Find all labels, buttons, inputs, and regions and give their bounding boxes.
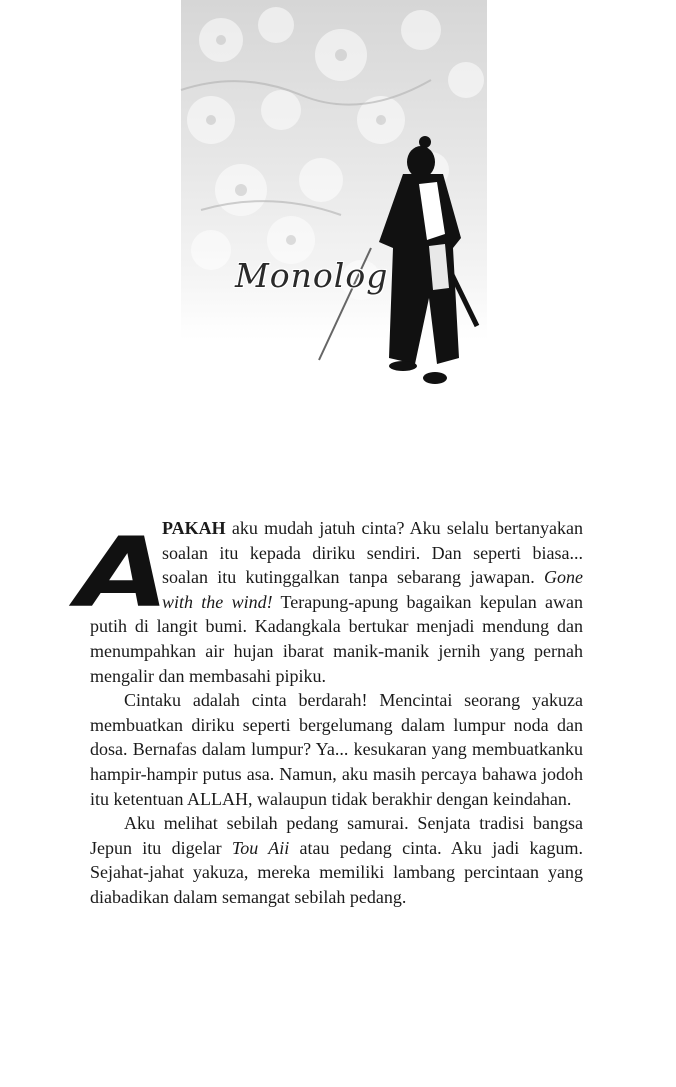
paragraph-2-text: Cintaku adalah cinta berdarah! Mencintai seorang yakuza membuatkan diriku seperti bergelumang dalam lumpur noda dan dosa. Bernafas dalam lumpur? Ya... kesukaran yang membuatkanku hampir-hampir putus asa. Namun, aku masih percaya bahawa jodoh itu ketentuan ALLAH, walaupun tidak berakhir dengan keindahan. bbox=[90, 690, 583, 809]
paragraph-1-text-b: Terapung-apung bagaikan kepulan awan putih di langit bumi. Kadangkala bertukar menjadi mendung dan menumpahkan air hujan ibarat manik-manik jernih yang pernah mengalir dan membasahi pipiku. bbox=[90, 591, 584, 686]
paragraph-1-text-a: aku mudah jatuh cinta? Aku selalu bertanyakan soalan itu kepada diriku sendiri. Dan seperti biasa... soalan itu kutinggalkan tanpa sebarang jawapan. bbox=[162, 518, 583, 588]
paragraph-3 bbox=[90, 811, 583, 909]
chapter-header-illustration bbox=[181, 0, 487, 392]
paragraph-1-italic: Gone with the wind! bbox=[162, 567, 583, 612]
chapter-title: Monolog bbox=[235, 256, 389, 295]
paragraph-1 bbox=[76, 516, 584, 688]
paragraph-3-text-a: Aku melihat sebilah pedang samurai. Senjata tradisi bangsa Jepun itu digelar bbox=[90, 813, 583, 858]
paragraph-2 bbox=[90, 688, 583, 811]
chapter-body-text bbox=[76, 516, 584, 910]
paragraph-3-italic: Tou Aii bbox=[231, 837, 290, 858]
svg-text:A: A bbox=[76, 516, 170, 629]
paragraph-3-text-b: atau pedang cinta. Aku jadi kagum. Sejahat-jahat yakuza, mereka memiliki lambang percintaan yang diabadikan dalam semangat sebilah pedang. bbox=[90, 837, 583, 907]
drop-cap-letter bbox=[76, 516, 170, 629]
lead-word: PAKAH bbox=[162, 518, 226, 538]
